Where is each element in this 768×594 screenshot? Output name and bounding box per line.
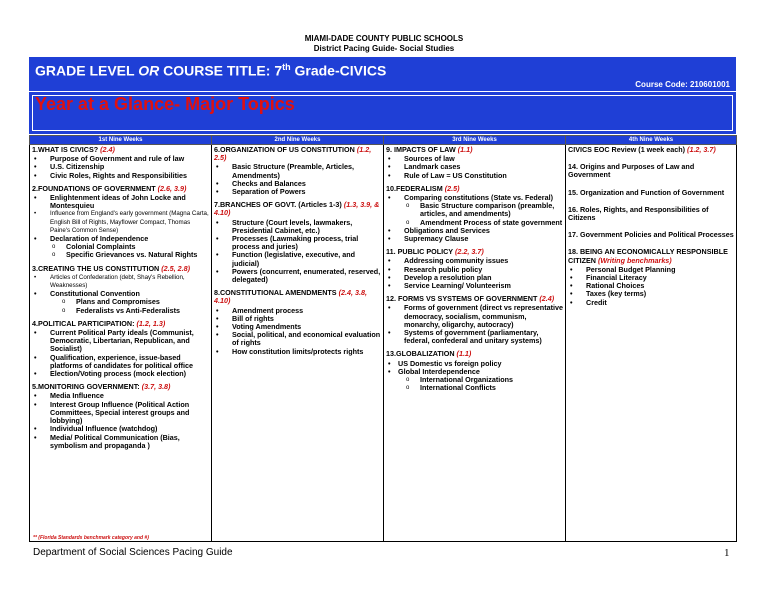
topic-heading: 18. BEING AN ECONOMICALLY RESPONSIBLE CITIZEN (Writing benchmarks): [568, 247, 728, 265]
list-item: • Financial Literacy: [568, 274, 734, 282]
topic-heading: 2.FOUNDATIONS OF GOVERNMENT (2.6, 3.9): [32, 183, 187, 193]
sub-item: o International Conflicts: [386, 384, 563, 392]
column-header-q3: 3rd Nine Weeks: [384, 136, 566, 145]
list-item: • Individual Influence (watchdog): [32, 425, 209, 433]
list-item: • Qualification, experience, issue-based platforms of candidates for political office: [32, 354, 209, 370]
topic-heading: 3.CREATING THE US CONSTITUTION (2.5, 2.8): [32, 263, 191, 273]
course-code: Course Code: 210601001: [635, 80, 730, 89]
list-item: • Systems of government (parliamentary, federal, confederal and unitary systems): [386, 329, 563, 345]
topic-heading: 17. Government Policies and Political Processes: [568, 230, 734, 240]
list-item: • Media/ Political Communication (Bias, symbolism and propaganda ): [32, 434, 209, 450]
list-item: • Forms of government (direct vs representative democracy, socialism, communism, monarchy, oligarchy, autocracy): [386, 304, 563, 329]
list-item: • Interest Group Influence (Political Action Committees, Special interest groups and lobbying): [32, 401, 209, 426]
list-item: • Obligations and Services: [386, 227, 563, 235]
sub-item: o Amendment Process of state government: [386, 219, 563, 227]
list-item: • Purpose of Government and rule of law: [32, 155, 209, 163]
list-item: • Taxes (key terms): [568, 290, 734, 298]
list-item: • Processes (Lawmaking process, trial process and juries): [214, 235, 381, 251]
list-item: • Social, political, and economical evaluation of rights: [214, 331, 381, 347]
sub-item: o Specific Grievances vs. Natural Rights: [32, 251, 209, 259]
column-q1: [30, 145, 212, 542]
list-item: • Function (legislative, executive, and judicial): [214, 251, 381, 267]
list-item: • Structure (Court levels, lawmakers, Presidential Cabinet, etc.): [214, 219, 381, 235]
list-item: • Rule of Law = US Constitution: [386, 172, 563, 180]
topic-heading: CIVICS EOC Review (1 week each) (1.2, 3.7): [568, 145, 716, 154]
list-item: • Basic Structure (Preamble, Articles, Amendments): [214, 163, 381, 179]
list-item: • Articles of Confederation (debt, Shay's Rebellion, Weaknesses): [32, 274, 209, 290]
list-item: • Global Interdependence: [386, 368, 563, 376]
topic-heading: 14. Origins and Purposes of Law and Government: [568, 162, 695, 180]
list-item: • Influence from England's early government (Magna Carta, English Bill of Rights, Mayflower Compact, Thomas Paine's Common Sense): [32, 210, 209, 235]
topic-heading: 5.MONITORING GOVERNMENT: (3.7, 3.8): [32, 382, 171, 392]
sub-item: o International Organizations: [386, 376, 563, 384]
list-item: • Research public policy: [386, 266, 563, 274]
list-item: • How constitution limits/protects rights: [214, 348, 381, 356]
column-header-q2: 2nd Nine Weeks: [212, 136, 384, 145]
column-q2: [212, 145, 384, 542]
list-item: • Rational Choices: [568, 282, 734, 290]
list-item: • Checks and Balances: [214, 180, 381, 188]
column-header-q4: 4th Nine Weeks: [566, 136, 737, 145]
list-item: • Enlightenment ideas of John Locke and Montesquieu: [32, 194, 209, 210]
list-item: • Media Influence: [32, 392, 209, 400]
district-name: MIAMI-DADE COUNTY PUBLIC SCHOOLS: [304, 34, 464, 43]
list-item: • Service Learning/ Volunteerism: [386, 282, 563, 290]
list-item: • Separation of Powers: [214, 188, 381, 196]
topic-heading: 8.CONSTITUTIONAL AMENDMENTS (2.4, 3.8, 4.10): [214, 288, 367, 306]
footer-text: Department of Social Sciences Pacing Guide: [33, 547, 233, 558]
topic-heading: 4.POLITICAL PARTICIPATION: (1.2, 1.3): [32, 318, 166, 328]
sub-item: o Plans and Compromises: [32, 298, 209, 306]
topic-heading: 11. PUBLIC POLICY (2.2, 3.7): [386, 247, 484, 257]
column-q4: [566, 145, 737, 542]
topic-heading: 6.ORGANIZATION OF US CONSTITUTION (1.2, 2.5): [214, 145, 372, 163]
list-item: • Sources of law: [386, 155, 563, 163]
year-glance-title: Year at a Glance- Major Topics: [35, 94, 295, 114]
list-item: • Current Political Party ideals (Communist, Democratic, Libertarian, Republican, and Socialist): [32, 329, 209, 354]
list-item: • Powers (concurrent, enumerated, reserved, delegated): [214, 268, 381, 284]
year-glance-band: [29, 92, 736, 134]
pacing-table: [29, 135, 737, 542]
column-header-q1: 1st Nine Weeks: [30, 136, 212, 145]
topic-heading: 13.GLOBALIZATION (1.1): [386, 349, 472, 359]
sub-item: o Basic Structure comparison (preamble, articles, and amendments): [386, 202, 563, 218]
list-item: • Develop a resolution plan: [386, 274, 563, 282]
list-item: • Comparing constitutions (State vs. Federal): [386, 194, 563, 202]
sub-item: o Federalists vs Anti-Federalists: [32, 307, 209, 315]
list-item: • Amendment process: [214, 307, 381, 315]
guide-subtitle: District Pacing Guide- Social Studies: [313, 44, 455, 53]
list-item: • Civic Roles, Rights and Responsibilities: [32, 172, 209, 180]
column-q3: [384, 145, 566, 542]
list-item: • US Domestic vs foreign policy: [386, 360, 563, 368]
sub-item: o Colonial Complaints: [32, 243, 209, 251]
list-item: • Landmark cases: [386, 163, 563, 171]
list-item: • Bill of rights: [214, 315, 381, 323]
list-item: • U.S. Citizenship: [32, 163, 209, 171]
list-item: • Election/Voting process (mock election): [32, 370, 209, 378]
course-title: GRADE LEVEL OR COURSE TITLE: 7th Grade-CIVICS: [35, 62, 387, 79]
topic-heading: 9. IMPACTS OF LAW (1.1): [386, 145, 473, 154]
page-number: 1: [724, 547, 730, 559]
footnote: ** (Florida Standards benchmark category and #): [33, 535, 149, 541]
course-title-band: [29, 57, 736, 91]
list-item: • Personal Budget Planning: [568, 266, 734, 274]
list-item: • Voting Amendments: [214, 323, 381, 331]
topic-heading: 12. FORMS VS SYSTEMS OF GOVERNMENT (2.4): [386, 294, 555, 304]
topic-heading: 15. Organization and Function of Government: [568, 187, 725, 197]
topic-heading: 16. Roles, Rights, and Responsibilities of Citizens: [568, 204, 709, 223]
topic-heading: 7.BRANCHES OF GOVT. (Articles 1-3) (1.3, 3.9, & 4.10): [214, 200, 380, 218]
list-item: • Supremacy Clause: [386, 235, 563, 243]
list-item: • Credit: [568, 299, 734, 307]
list-item: • Constitutional Convention: [32, 290, 209, 298]
list-item: • Declaration of Independence: [32, 235, 209, 243]
list-item: • Addressing community issues: [386, 257, 563, 265]
topic-heading: 1.WHAT IS CIVICS? (2.4): [32, 145, 115, 154]
topic-heading: 10.FEDERALISM (2.5): [386, 183, 460, 193]
